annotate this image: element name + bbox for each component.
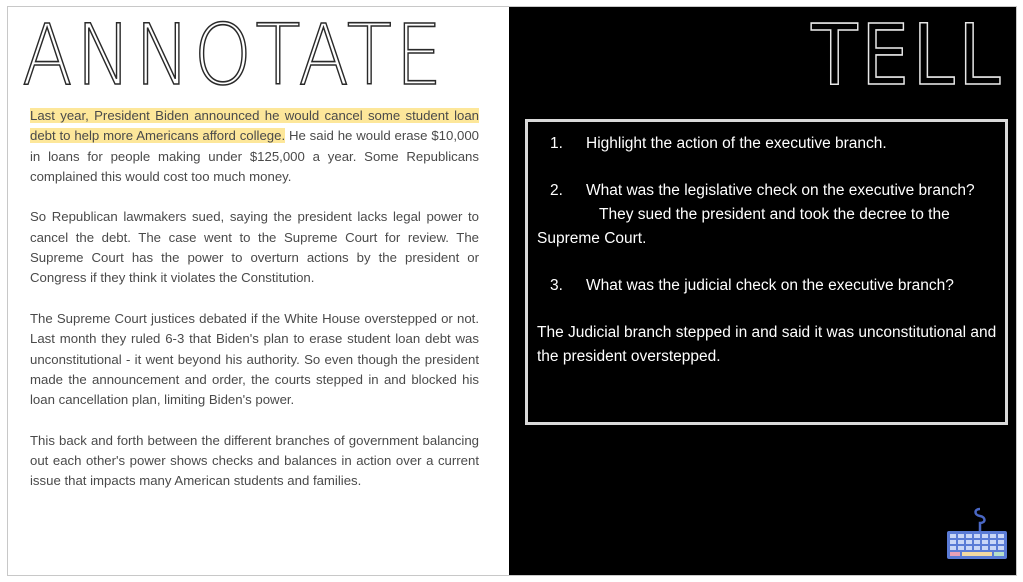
article-paragraph-2: So Republican lawmakers sued, saying the president lacks legal power to cancel the debt. The case went to the Supreme Court for review. The Supreme Court has the power to overturn actions by the president or Congress if they think it violates the Constitution.	[30, 209, 479, 286]
answer-2-line-1: They sued the president and took the decree to the	[599, 206, 950, 223]
article-paragraph-4: This back and forth between the different branches of government balancing out each other's power shows checks and balances in action over a current issue that impacts many American students and families.	[30, 432, 479, 489]
question-3-text: What was the judicial check on the executive branch?	[586, 277, 954, 294]
answer-3-line-2: the president overstepped.	[537, 348, 721, 365]
article-paragraph-3: The Supreme Court justices debated if the White House overstepped or not. Last month they ruled 6-3 that Biden's plan to erase student loan debt was unconstitutional - it went beyond his authority. So even though the president made the announcement and order, the courts stepped in and blocked his loan cancellation plan, limiting Biden's power.	[30, 310, 479, 408]
annotate-title: ANNOTATE	[22, 6, 446, 104]
highlighted-text: Last year, President Biden announced he would cancel some student loan debt to help more Americans afford college.	[30, 108, 479, 144]
article-paragraph-1	[30, 106, 479, 187]
paragraph-1-rest: He said he would erase $10,000 in loans for people making under $125,000 a year. Some Republicans complained this would cost too much money.	[30, 128, 479, 184]
answer-3-line-1: The Judicial branch stepped in and said it was unconstitutional and	[537, 324, 997, 341]
question-2-number: 2.	[550, 182, 563, 199]
question-2-text: What was the legislative check on the executive branch?	[586, 182, 975, 199]
keyboard-icon	[944, 505, 1010, 561]
question-1-number: 1.	[550, 135, 563, 152]
question-3-number: 3.	[550, 277, 563, 294]
slide	[7, 6, 1017, 576]
annotate-panel	[8, 7, 509, 575]
tell-panel	[509, 7, 1017, 575]
question-box	[525, 119, 1008, 425]
article-text	[30, 106, 479, 512]
answer-2-line-2: Supreme Court.	[537, 230, 647, 247]
tell-title: TELL	[811, 6, 1004, 104]
question-1-text: Highlight the action of the executive branch.	[586, 135, 887, 152]
